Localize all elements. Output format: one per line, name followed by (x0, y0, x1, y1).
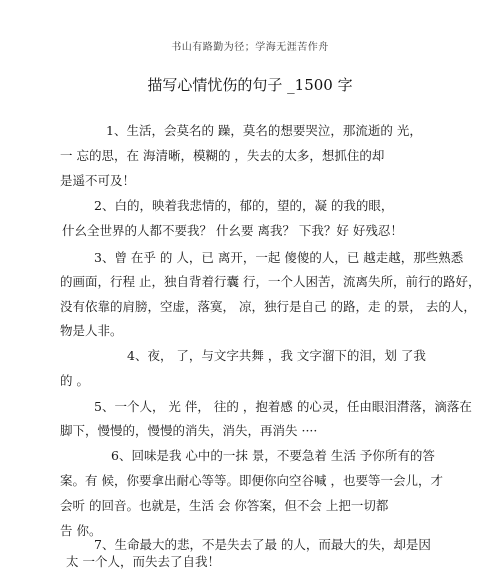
text-line: 4、夜， 了，与文字共舞 ，我 文字溜下的泪，划 了我 (127, 348, 426, 363)
text-line: 会听 的回音。也就是，生活 会 你答案，但不会 上把一切都 (60, 498, 389, 513)
text-line: 3、曾 在乎 的 人，已 离开，一起 傻傻的人，已 越走越，那些熟悉 (94, 250, 464, 265)
text-line: 1、生活，会莫名的 躁，莫名的想要哭泣，那流逝的 光， (106, 123, 422, 138)
document-title: 描写心情忧伤的句子 _1500 字 (147, 76, 353, 94)
text-line: 的 。 (60, 373, 89, 388)
text-line: 5、一个人， 光 伴， 往的 ，抱着感 的心灵，任由眼泪潸落，滴落在 (94, 399, 472, 414)
text-line: 告 你。 (60, 523, 102, 538)
text-line: 没有依靠的肩膀，空虚，落寞， 凉，独行是自己 的路，走 的景， 去的人， (60, 299, 476, 314)
page-header-motto: 书山有路勤为径；学海无涯苦作舟 (171, 42, 329, 53)
text-line: 是遥不可及！ (60, 173, 136, 188)
text-line: 脚下，慢慢的，慢慢的消失，消失，再消失 ···· (60, 423, 318, 438)
text-line: 一 忘的思，在 海清晰，模糊的 ，失去的太多，想抓住的却 (60, 148, 385, 163)
text-line: 2、白的，映着我悲情的，郁的，望的，凝 的我的眼， (94, 198, 394, 213)
text-line: 案。有 候，你要拿出耐心等等。即便你向空谷喊 ，也要等一会儿，才 (60, 473, 443, 488)
text-line: 什幺全世界的人都不要我？ 什幺要 离我？ 下我？好 好残忍！ (62, 223, 403, 238)
text-line: 的画面，行程 止，独自背着行囊 行，一个人困苦，流离失所，前行的路好， (60, 274, 481, 289)
text-line: 物是人非。 (60, 323, 123, 338)
text-line: 6、回味是我 心中的一抹 景，不要急着 生活 予你所有的答 (111, 448, 435, 463)
text-line: 7、生命最大的悲，不是失去了最 的人，而最大的失，却是因 (94, 537, 431, 552)
text-line: 太 一个人，而失去了自我！ (66, 554, 220, 569)
